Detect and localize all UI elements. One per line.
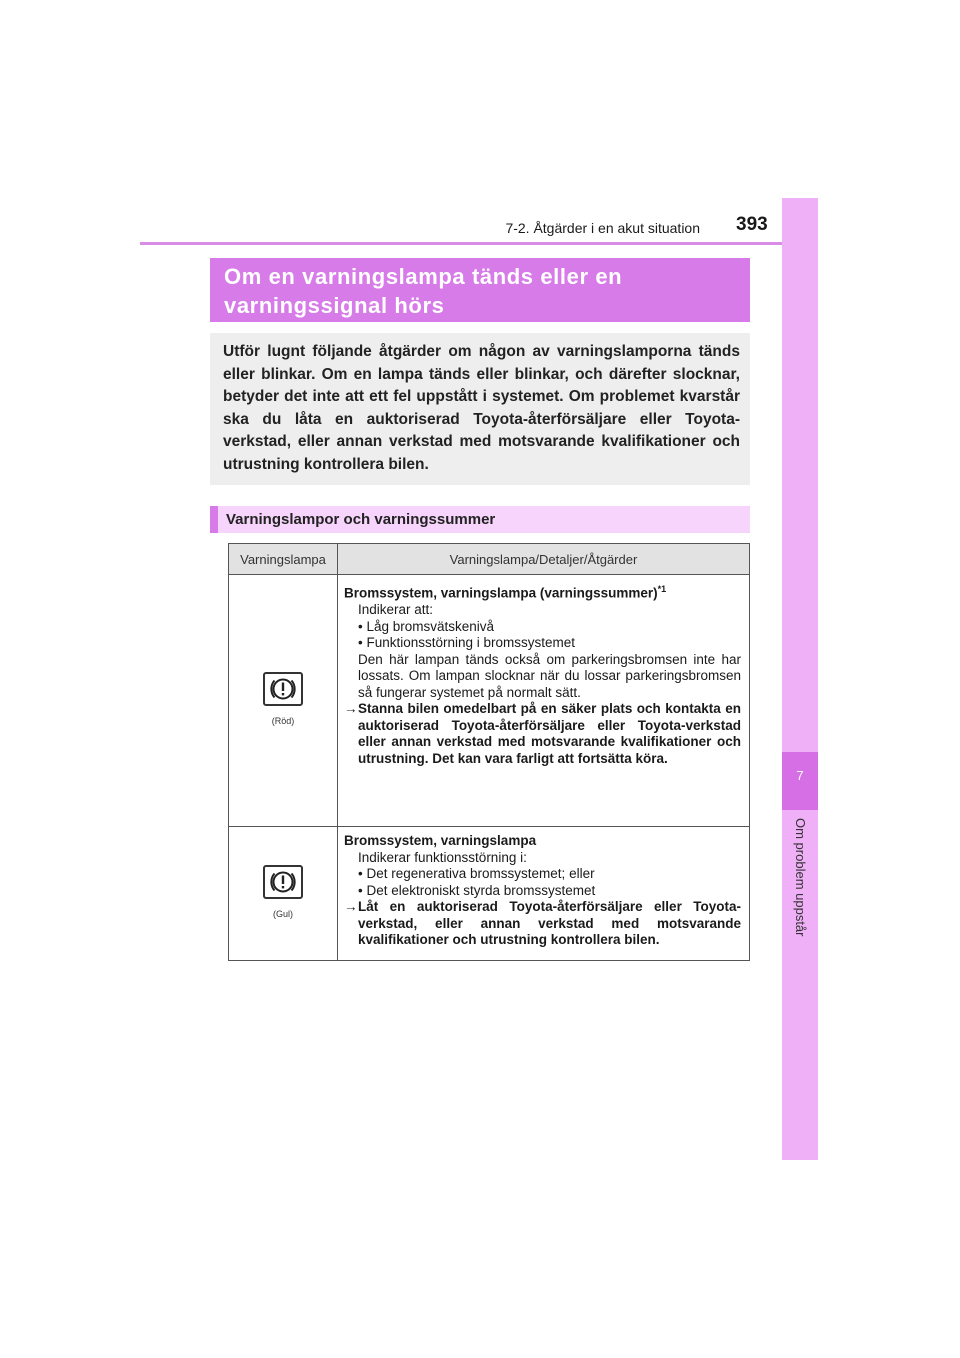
list-item: • Låg bromsvätskenivå bbox=[358, 618, 495, 634]
subheading: Varningslampor och varningssummer bbox=[210, 506, 750, 533]
header-lamp: Varningslampa bbox=[229, 544, 338, 575]
lamp-cell bbox=[229, 827, 338, 961]
indicates-label: Indikerar funktionsstörning i: bbox=[358, 849, 527, 865]
section-title: 7-2. Åtgärder i en akut situation bbox=[505, 220, 700, 236]
chapter-number-badge bbox=[782, 752, 818, 810]
chapter-label: Om problem uppstår bbox=[793, 818, 808, 937]
arrow-icon: → bbox=[344, 701, 358, 716]
header-rule bbox=[140, 242, 818, 245]
list-item: • Funktionsstörning i bromssystemet bbox=[358, 635, 576, 650]
lamp-color-caption: (Gul) bbox=[273, 908, 293, 919]
lamp-note: Den här lampan tänds också om parkeringsbromsen inte har lossats. Om lampan slocknar när du lossar parkeringsbromsen så fungerar systemet på normalt sätt. bbox=[358, 651, 741, 700]
chapter-number: 7 bbox=[796, 768, 804, 783]
action-instruction bbox=[344, 701, 741, 767]
action-instruction bbox=[344, 899, 741, 949]
table-row bbox=[229, 575, 750, 827]
brake-warning-icon bbox=[263, 865, 303, 899]
lamp-title: Bromssystem, varningslampa bbox=[344, 833, 537, 848]
list-item: • Det regenerativa bromssystemet; eller bbox=[358, 866, 595, 881]
arrow-icon: → bbox=[344, 899, 358, 914]
intro-box bbox=[210, 333, 750, 485]
details-cell bbox=[338, 827, 750, 961]
page-number: 393 bbox=[736, 214, 768, 235]
brake-warning-icon bbox=[263, 672, 303, 706]
table-row bbox=[229, 827, 750, 961]
action-text: Låt en auktoriserad Toyota-återförsäljare eller Toyota-verkstad, eller annan verkstad med motsvarande kvalifikationer och utrustning kontrollera bilen. bbox=[358, 899, 741, 947]
indicates-label: Indikerar att: bbox=[358, 602, 434, 617]
footnote-marker: *1 bbox=[657, 584, 667, 594]
page-title-line-2: varningssignal hörs bbox=[224, 293, 445, 318]
page-title-line-1: Om en varningslampa tänds eller en bbox=[224, 264, 623, 289]
lamp-title-text: Bromssystem, varningslampa (varningssummer) bbox=[344, 585, 658, 601]
action-text: Stanna bilen omedelbart på en säker plats och kontakta en auktoriserad Toyota-återförsäljare eller Toyota-verkstad eller annan verkstad med motsvarande kvalifikationer och utrustning. Det kan vara farligt att fortsätta köra. bbox=[358, 701, 741, 766]
lamp-title bbox=[344, 581, 741, 602]
header-details: Varningslampa/Detaljer/Åtgärder bbox=[338, 544, 750, 575]
list-item: • Det elektroniskt styrda bromssystemet bbox=[358, 882, 596, 898]
chapter-side-tab bbox=[782, 198, 818, 1160]
lamp-cell bbox=[229, 575, 338, 827]
page-title bbox=[210, 258, 750, 322]
warning-table bbox=[228, 543, 750, 961]
lamp-color-caption: (Röd) bbox=[271, 715, 295, 726]
intro-text: Utför lugnt följande åtgärder om någon av varningslamporna tänds eller blinkar. Om en lampa tänds eller blinkar, och därefter slocknar, betyder det inte att ett fel uppstått i systemet. Om problemet kvarstår ska du låta en auktoriserad Toyota-återförsäljare eller Toyota-verkstad, eller annan verkstad med motsvarande kvalifikationer och utrustning kontrollera bilen. bbox=[223, 343, 740, 473]
details-cell bbox=[338, 575, 750, 827]
table-header-row bbox=[229, 544, 750, 575]
